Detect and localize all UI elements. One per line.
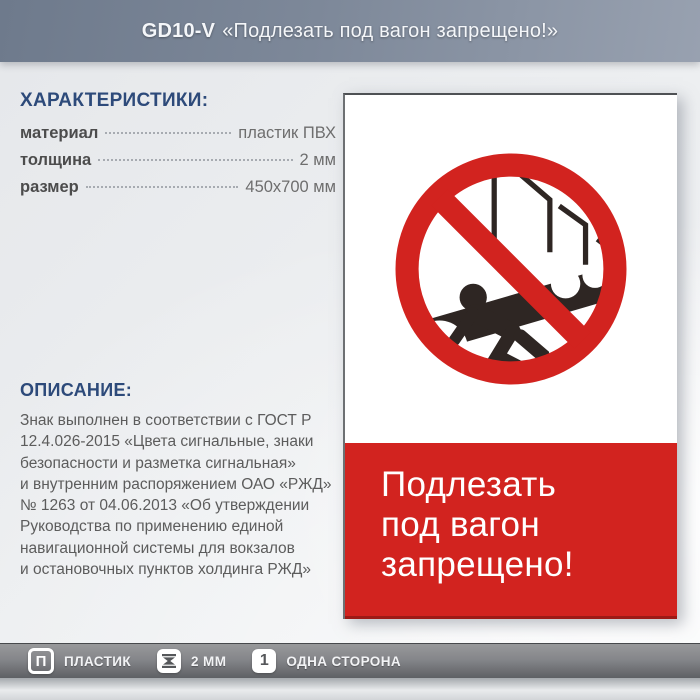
sign-preview-card: [343, 93, 677, 619]
spec-row-material: [20, 120, 336, 147]
product-title: «Подлезать под вагон запрещено!»: [222, 19, 559, 42]
footer-item-material: [28, 648, 131, 674]
description-line: 12.4.026-2015 «Цвета сигнальные, знаки: [20, 433, 314, 451]
description-line: № 1263 от 04.06.2013 «Об утверждении: [20, 497, 310, 515]
description-line: навигационной системы для вокзалов: [20, 539, 295, 557]
description-line: Руководства по применению единой: [20, 518, 284, 536]
footer-item-thickness: [157, 649, 226, 673]
characteristics-heading: ХАРАКТЕРИСТИКИ:: [20, 90, 209, 111]
spec-label: материал: [20, 124, 99, 142]
page-title: [142, 20, 558, 43]
thickness-icon: [157, 649, 181, 673]
sign-caption-line: под вагон: [381, 505, 540, 544]
no-crawling-under-wagon-prohibition-icon: [385, 143, 637, 395]
description-line: Знак выполнен в соответствии с ГОСТ Р: [20, 412, 312, 429]
spec-value: 450х700 мм: [245, 178, 336, 196]
spec-value: 2 мм: [299, 151, 336, 169]
characteristics-section: [20, 90, 336, 201]
sign-caption-panel: [345, 443, 677, 619]
bottom-silver-strip: [0, 678, 700, 700]
description-line: и остановочных пунктов холдинга РЖД»: [20, 561, 311, 579]
plastic-icon: П: [28, 648, 54, 674]
sign-caption-line: Подлезать: [381, 465, 557, 504]
dotted-leader: [86, 186, 239, 188]
description-heading: ОПИСАНИЕ:: [20, 380, 133, 400]
spec-row-thickness: [20, 147, 336, 174]
sign-pictogram-area: [345, 95, 677, 443]
description-section: [20, 380, 336, 580]
product-code: GD10-V: [141, 19, 216, 42]
footer-label-material: ПЛАСТИК: [64, 653, 131, 669]
spec-label: размер: [20, 178, 79, 196]
header-bar: [0, 0, 700, 62]
spec-label: толщина: [20, 151, 92, 169]
one-side-icon: 1: [252, 649, 276, 673]
main-content: [0, 62, 700, 643]
footer-bar: [0, 643, 700, 678]
spec-value: пластик ПВХ: [238, 124, 336, 142]
description-line: и внутренним распоряжением ОАО «РЖД»: [20, 475, 332, 493]
footer-label-thickness: 2 ММ: [191, 653, 227, 669]
dotted-leader: [105, 132, 231, 134]
dotted-leader: [98, 159, 292, 161]
footer-item-sides: [252, 649, 401, 673]
description-line: безопасности и разметка сигнальная»: [20, 454, 296, 472]
spec-row-size: [20, 174, 336, 201]
sign-caption-line: запрещено!: [381, 545, 574, 584]
footer-label-sides: ОДНА СТОРОНА: [286, 653, 401, 669]
